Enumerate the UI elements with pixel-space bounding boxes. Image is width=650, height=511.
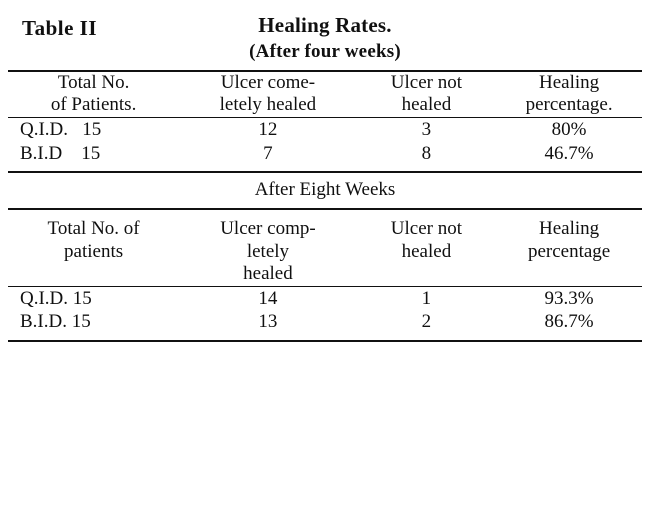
healing-rates-table-four-weeks [8,72,642,117]
column-header-healing-percentage: Healing percentage [527,218,611,262]
cell-not-healed: 1 [421,287,432,309]
table-row [8,118,642,142]
table-row [8,287,642,311]
cell-healed: 7 [263,142,273,164]
column-header-healing-percentage: Healing percentage. [525,72,613,116]
divider-bottom [8,340,642,342]
cell-percentage: 80% [551,118,587,140]
section-title-eight-weeks: After Eight Weeks [254,179,396,201]
cell-regimen: B.I.D. 15 [20,311,91,333]
table-row [8,310,642,334]
healing-rates-table-eight-weeks [8,210,642,285]
column-header-ulcer-not-healed: Ulcer not healed [390,218,463,262]
table-header-row-eight-weeks [8,210,642,285]
cell-regimen: Q.I.D. 15 [20,118,102,140]
table-label: Table II [22,16,98,40]
column-header-ulcer-healed: Ulcer comp- letely healed [220,218,316,285]
table-row [8,142,642,166]
column-header-ulcer-healed: Ulcer come- letely healed [219,72,317,116]
table-title-block [8,13,642,63]
cell-percentage: 93.3% [544,287,594,309]
healing-rates-rows-four-weeks [8,118,642,166]
cell-regimen: Q.I.D. 15 [20,287,92,309]
column-header-total-patients: Total No. of patients [47,218,140,262]
cell-not-healed: 2 [421,311,432,333]
page-title: Healing Rates. [258,13,392,37]
spacer-above-first-rule [8,63,642,70]
cell-not-healed: 8 [421,142,432,164]
cell-healed: 12 [258,118,278,140]
column-header-total-patients: Total No. of Patients. [50,72,137,116]
cell-percentage: 46.7% [544,142,594,164]
cell-regimen: B.I.D 15 [20,142,101,164]
column-header-ulcer-not-healed: Ulcer not healed [390,72,463,116]
cell-healed: 13 [258,311,278,333]
healing-rates-rows-eight-weeks [8,287,642,335]
table-header-row-four-weeks [8,72,642,117]
page-subtitle: (After four weeks) [249,41,401,62]
cell-percentage: 86.7% [544,311,594,333]
cell-not-healed: 3 [421,118,432,140]
cell-healed: 14 [258,287,278,309]
